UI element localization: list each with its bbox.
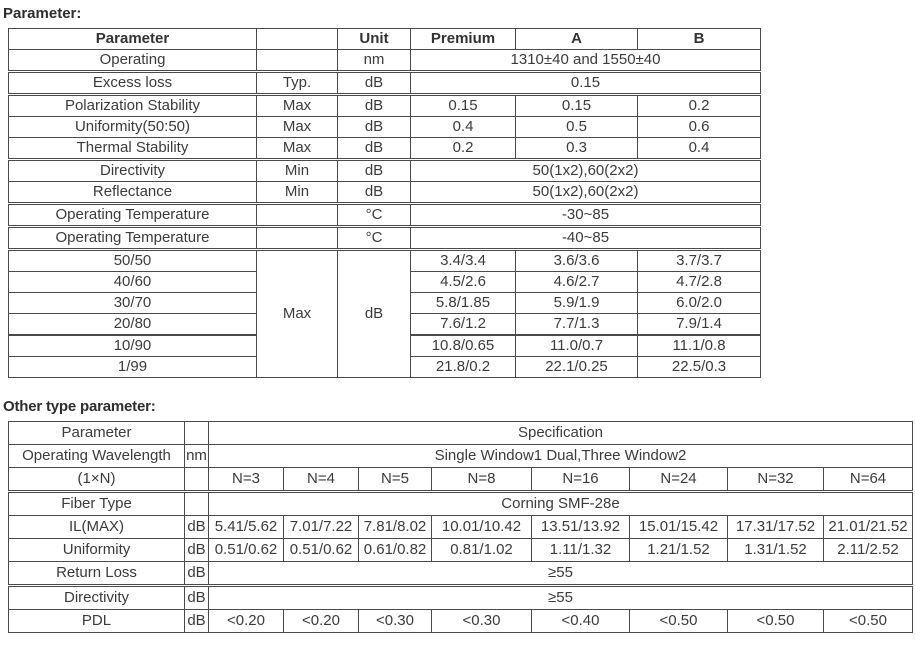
value-cell-premium: 7.6/1.2: [411, 314, 516, 336]
unit-cell: [185, 468, 209, 491]
n-header-cell: N=64: [824, 468, 913, 491]
param-cell: (1×N): [9, 468, 185, 491]
value-cell-b: 11.1/0.8: [638, 335, 761, 357]
param-cell: Operating Temperature: [9, 205, 257, 226]
t2-return-loss-row: [9, 562, 913, 585]
cond-cell: [257, 228, 338, 249]
t2-parameter-row: [9, 422, 913, 445]
value-cell: <0.50: [824, 610, 913, 633]
value-cell: 2.11/2.52: [824, 539, 913, 562]
value-cell: <0.50: [728, 610, 824, 633]
param-cell: Thermal Stability: [9, 138, 257, 159]
value-cell: 7.81/8.02: [359, 516, 432, 539]
unit-cell: °C: [338, 228, 411, 249]
t1-group-op-temp-1: [8, 204, 761, 226]
param-cell: Uniformity(50:50): [9, 117, 257, 138]
value-cell: 17.31/17.52: [728, 516, 824, 539]
value-cell-a: 0.5: [516, 117, 638, 138]
value-cell: 15.01/15.42: [630, 516, 728, 539]
t1-operating-temperature-row-2: [9, 228, 761, 249]
value-cell: <0.50: [630, 610, 728, 633]
unit-cell: dB: [185, 587, 209, 610]
n-header-cell: N=3: [209, 468, 284, 491]
param-cell: Directivity: [9, 587, 185, 610]
t2-pdl-row: [9, 610, 913, 633]
t1-operating-row: [9, 50, 761, 71]
unit-cell: dB: [338, 96, 411, 117]
param-cell: Polarization Stability: [9, 96, 257, 117]
value-cell-premium: 0.2: [411, 138, 516, 159]
unit-cell: dB: [185, 562, 209, 585]
value-cell: ≥55: [209, 562, 913, 585]
value-cell-b: 3.7/3.7: [638, 251, 761, 272]
param-cell: Operating Temperature: [9, 228, 257, 249]
col-header-premium: Premium: [411, 29, 516, 50]
ratio-cell: 30/70: [9, 293, 257, 314]
value-cell: 0.81/1.02: [432, 539, 532, 562]
t2-directivity-row: [9, 587, 913, 610]
param-cell: Return Loss: [9, 562, 185, 585]
t2-group-directivity-pdl: [8, 586, 913, 633]
cond-cell: Min: [257, 161, 338, 182]
value-cell: Single Window1 Dual,Three Window2: [209, 445, 913, 468]
cond-cell: [257, 50, 338, 71]
unit-cell: [185, 493, 209, 516]
value-cell-premium: 21.8/0.2: [411, 357, 516, 378]
value-cell: -40~85: [411, 228, 761, 249]
param-cell: Reflectance: [9, 182, 257, 203]
value-cell: 10.01/10.42: [432, 516, 532, 539]
value-cell: 1.31/1.52: [728, 539, 824, 562]
t1-excess-loss-row: [9, 73, 761, 94]
unit-cell: dB: [338, 117, 411, 138]
unit-cell: dB: [185, 610, 209, 633]
cond-cell: Max: [257, 117, 338, 138]
value-cell-b: 6.0/2.0: [638, 293, 761, 314]
param-cell: Fiber Type: [9, 493, 185, 516]
value-cell: Corning SMF-28e: [209, 493, 913, 516]
unit-cell: dB: [338, 161, 411, 182]
value-cell: <0.20: [209, 610, 284, 633]
t1-ratio-row-50-50: [9, 251, 761, 272]
value-cell: 50(1x2),60(2x2): [411, 182, 761, 203]
value-cell: 7.01/7.22: [284, 516, 359, 539]
ratio-cell: 50/50: [9, 251, 257, 272]
value-cell: 21.01/21.52: [824, 516, 913, 539]
cond-cell: Max: [257, 96, 338, 117]
value-cell: 5.41/5.62: [209, 516, 284, 539]
value-cell-premium: 10.8/0.65: [411, 335, 516, 357]
value-cell-b: 22.5/0.3: [638, 357, 761, 378]
parameter-table: [8, 28, 915, 378]
col-header-parameter: Parameter: [9, 29, 257, 50]
ratio-cell: 20/80: [9, 314, 257, 336]
t1-operating-temperature-row-1: [9, 205, 761, 226]
cond-cell: Max: [257, 138, 338, 159]
unit-cell: dB: [338, 73, 411, 94]
value-cell: -30~85: [411, 205, 761, 226]
n-header-cell: N=24: [630, 468, 728, 491]
t2-fiber-type-row: [9, 493, 913, 516]
value-cell-a: 4.6/2.7: [516, 272, 638, 293]
value-cell-a: 0.3: [516, 138, 638, 159]
t2-group-loss: [8, 492, 913, 585]
value-cell-b: 0.6: [638, 117, 761, 138]
n-header-cell: N=32: [728, 468, 824, 491]
value-cell: 0.61/0.82: [359, 539, 432, 562]
value-cell-b: 7.9/1.4: [638, 314, 761, 336]
col-header-unit: Unit: [338, 29, 411, 50]
value-cell: <0.30: [359, 610, 432, 633]
unit-cell: dB: [338, 251, 411, 378]
unit-cell: [185, 422, 209, 445]
n-header-cell: N=5: [359, 468, 432, 491]
section-title-other-type: Other type parameter:: [3, 398, 156, 415]
t1-group-coupling-ratio: [8, 250, 761, 378]
t1-directivity-row: [9, 161, 761, 182]
t1-thermal-stability-row: [9, 138, 761, 159]
t2-il-max-row: [9, 516, 913, 539]
value-cell: 13.51/13.92: [532, 516, 630, 539]
t2-uniformity-row: [9, 539, 913, 562]
value-cell-b: 0.2: [638, 96, 761, 117]
t1-group-stability: [8, 95, 761, 159]
n-header-cell: N=4: [284, 468, 359, 491]
value-cell-a: 22.1/0.25: [516, 357, 638, 378]
value-cell: 0.51/0.62: [209, 539, 284, 562]
unit-cell: dB: [185, 539, 209, 562]
value-cell: 0.51/0.62: [284, 539, 359, 562]
col-header-grade-a: A: [516, 29, 638, 50]
value-cell: ≥55: [209, 587, 913, 610]
cond-cell: [257, 205, 338, 226]
value-cell-a: 7.7/1.3: [516, 314, 638, 336]
other-type-parameter-table: [8, 421, 915, 633]
value-cell-a: 5.9/1.9: [516, 293, 638, 314]
param-cell: Uniformity: [9, 539, 185, 562]
value-cell: 1310±40 and 1550±40: [411, 50, 761, 71]
t2-group-spec-header: [8, 421, 913, 491]
unit-cell: nm: [185, 445, 209, 468]
t2-1xn-row: [9, 468, 913, 491]
col-header-grade-b: B: [638, 29, 761, 50]
unit-cell: dB: [185, 516, 209, 539]
col-header-blank: [257, 29, 338, 50]
param-cell: Operating: [9, 50, 257, 71]
unit-cell: dB: [338, 138, 411, 159]
section-title-parameter: Parameter:: [3, 5, 82, 22]
t1-polarization-stability-row: [9, 96, 761, 117]
value-cell: 1.11/1.32: [532, 539, 630, 562]
value-cell: <0.30: [432, 610, 532, 633]
value-cell: 1.21/1.52: [630, 539, 728, 562]
t1-group-header: [8, 28, 761, 71]
value-cell-a: 11.0/0.7: [516, 335, 638, 357]
value-cell-a: 3.6/3.6: [516, 251, 638, 272]
t1-group-excess-loss: [8, 72, 761, 94]
value-cell: 50(1x2),60(2x2): [411, 161, 761, 182]
n-header-cell: N=16: [532, 468, 630, 491]
value-cell-premium: 4.5/2.6: [411, 272, 516, 293]
param-cell: Operating Wavelength: [9, 445, 185, 468]
value-cell-premium: 3.4/3.4: [411, 251, 516, 272]
value-cell-b: 4.7/2.8: [638, 272, 761, 293]
value-cell: <0.20: [284, 610, 359, 633]
n-header-cell: N=8: [432, 468, 532, 491]
unit-cell: °C: [338, 205, 411, 226]
ratio-cell: 10/90: [9, 335, 257, 357]
cond-cell: Typ.: [257, 73, 338, 94]
value-cell: <0.40: [532, 610, 630, 633]
value-cell-premium: 0.15: [411, 96, 516, 117]
value-cell-premium: 5.8/1.85: [411, 293, 516, 314]
param-cell: Directivity: [9, 161, 257, 182]
value-cell-premium: 0.4: [411, 117, 516, 138]
param-cell: Parameter: [9, 422, 185, 445]
cond-cell: Max: [257, 251, 338, 378]
t2-operating-wavelength-row: [9, 445, 913, 468]
param-cell: IL(MAX): [9, 516, 185, 539]
unit-cell: dB: [338, 182, 411, 203]
unit-cell: nm: [338, 50, 411, 71]
value-cell-b: 0.4: [638, 138, 761, 159]
ratio-cell: 1/99: [9, 357, 257, 378]
t1-group-directivity: [8, 160, 761, 203]
value-cell-a: 0.15: [516, 96, 638, 117]
t1-reflectance-row: [9, 182, 761, 203]
value-cell: 0.15: [411, 73, 761, 94]
cond-cell: Min: [257, 182, 338, 203]
t1-group-op-temp-2: [8, 227, 761, 249]
ratio-cell: 40/60: [9, 272, 257, 293]
param-cell: Excess loss: [9, 73, 257, 94]
param-cell: PDL: [9, 610, 185, 633]
t1-header-row: [9, 29, 761, 50]
value-cell: Specification: [209, 422, 913, 445]
t1-uniformity-row: [9, 117, 761, 138]
